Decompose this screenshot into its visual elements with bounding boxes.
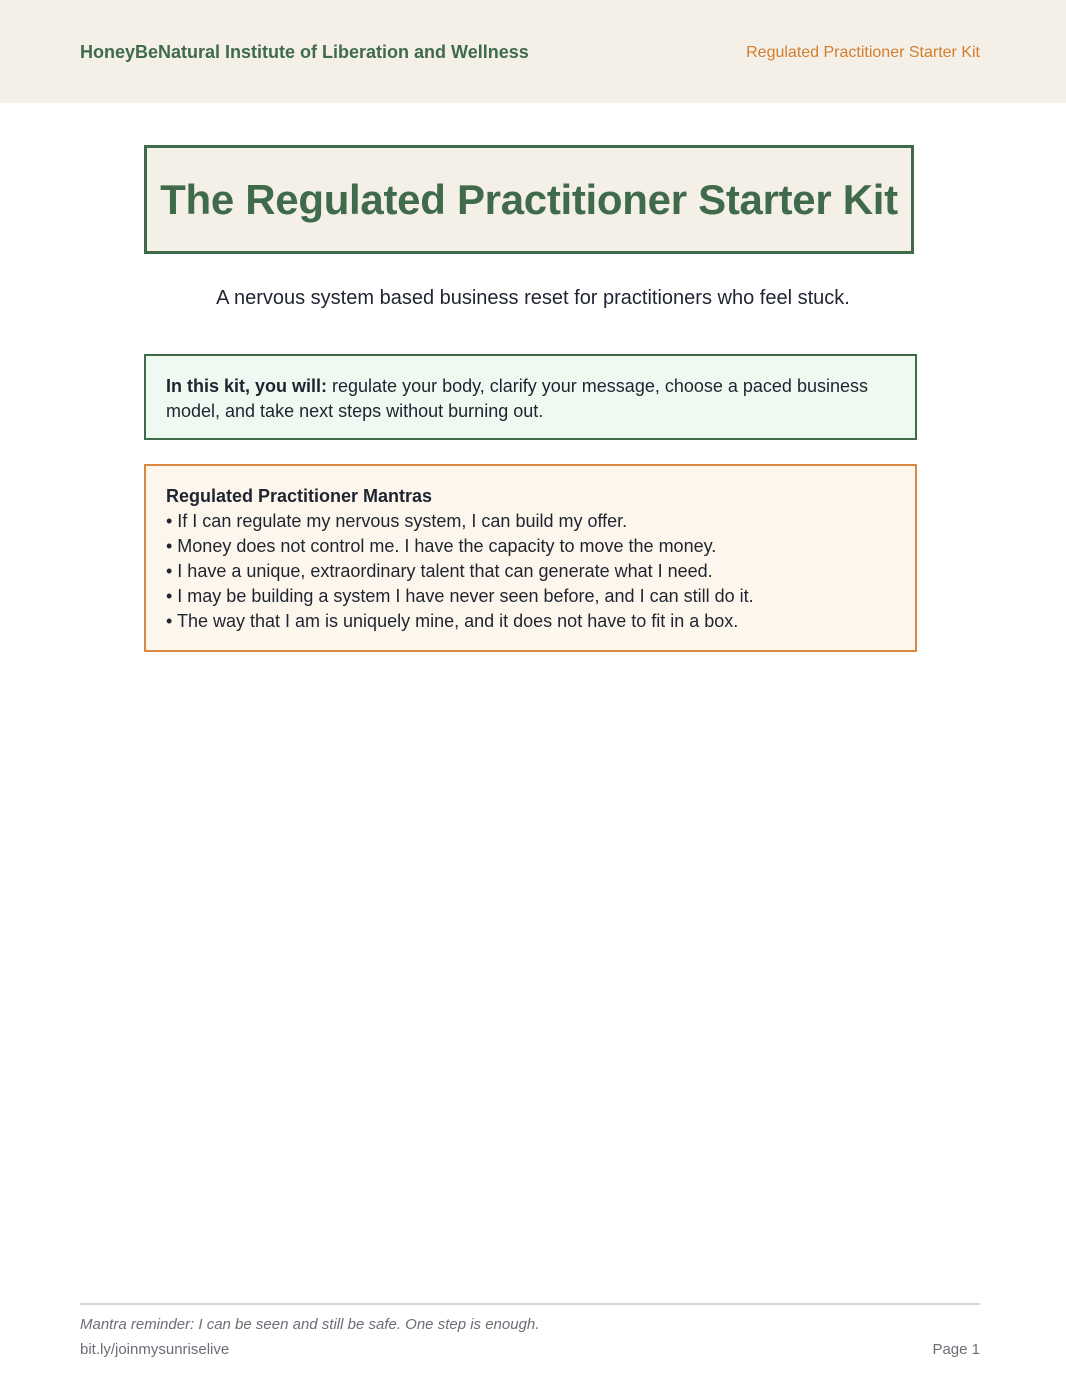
page-subtitle: A nervous system based business reset for practitioners who feel stuck. bbox=[216, 287, 850, 309]
document-label: Regulated Practitioner Starter Kit bbox=[746, 44, 980, 61]
mantra-item: • I have a unique, extraordinary talent that can generate what I need. bbox=[166, 561, 713, 581]
mantras-title: Regulated Practitioner Mantras bbox=[166, 486, 433, 506]
intro-text: regulate your body, clarify your message, choose a paced business model, and take next steps without burning out. bbox=[166, 376, 868, 421]
intro-lead: In this kit, you will: bbox=[166, 376, 328, 396]
mantra-item: • Money does not control me. I have the capacity to move the money. bbox=[166, 536, 717, 556]
footer-link[interactable]: bit.ly/joinmysunriselive bbox=[80, 1341, 230, 1358]
mantra-list bbox=[166, 509, 895, 634]
page-number: Page 1 bbox=[932, 1341, 980, 1358]
footer-divider bbox=[80, 1303, 980, 1305]
mantra-item: • If I can regulate my nervous system, I can build my offer. bbox=[166, 511, 628, 531]
organization-name: HoneyBeNatural Institute of Liberation and Wellness bbox=[80, 42, 529, 62]
title-box bbox=[144, 145, 914, 254]
mantras-callout bbox=[144, 464, 917, 652]
page-header bbox=[0, 0, 1066, 103]
mantra-item: • I may be building a system I have never seen before, and I can still do it. bbox=[166, 586, 754, 606]
intro-callout bbox=[144, 354, 917, 440]
footer-reminder: Mantra reminder: I can be seen and still be safe. One step is enough. bbox=[80, 1316, 540, 1333]
page-title: The Regulated Practitioner Starter Kit bbox=[160, 175, 898, 223]
mantra-item: • The way that I am is uniquely mine, and it does not have to fit in a box. bbox=[166, 611, 739, 631]
